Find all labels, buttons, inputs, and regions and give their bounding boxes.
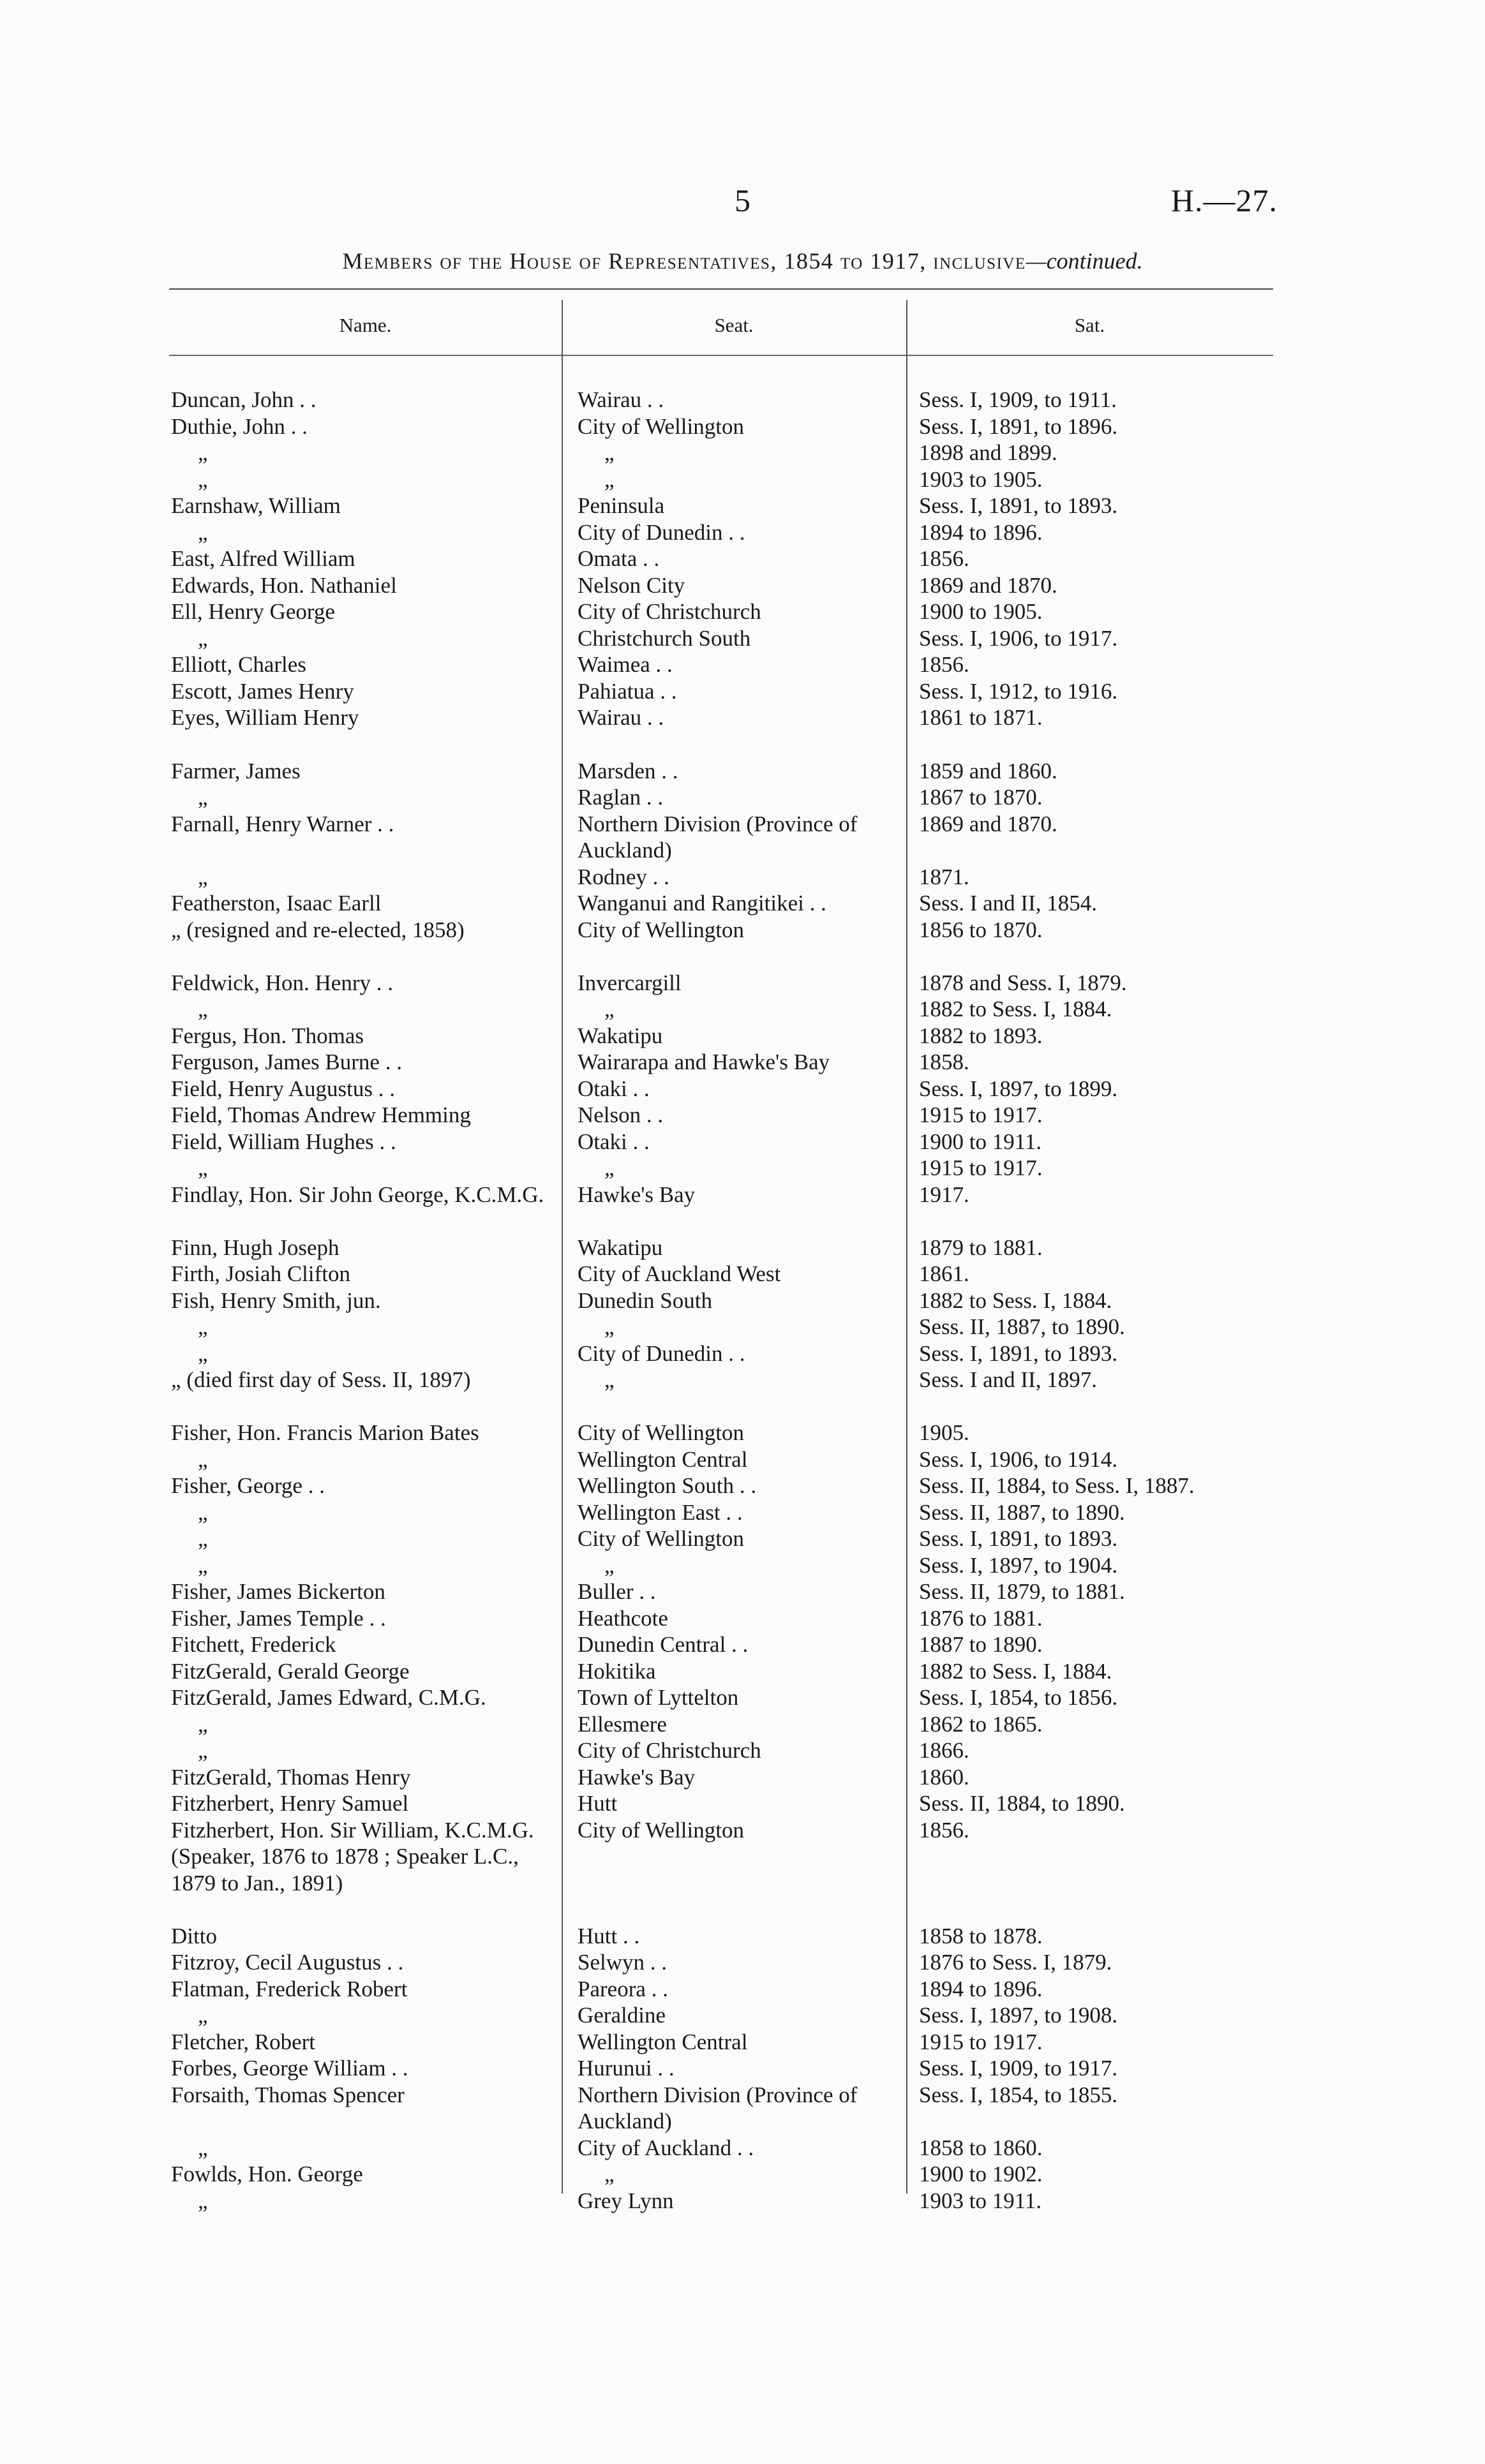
member-sat: 1915 to 1917. — [919, 1155, 1043, 1180]
table-row — [0, 519, 1485, 546]
page-title — [0, 248, 1485, 274]
member-name: Earnshaw, William — [171, 493, 341, 518]
table-row — [0, 1102, 1485, 1129]
member-sat: 1856. — [919, 546, 969, 571]
table-row — [0, 784, 1485, 811]
table-row — [0, 1261, 1485, 1288]
table-row — [0, 1949, 1485, 1976]
member-seat: City of Auckland . . — [578, 2135, 754, 2160]
member-name: „ — [198, 519, 208, 545]
members-table — [0, 387, 1485, 2214]
table-row — [0, 1737, 1485, 1764]
table-row — [0, 572, 1485, 599]
member-sat: 1905. — [919, 1420, 969, 1445]
table-row — [0, 598, 1485, 625]
member-seat: Christchurch South — [578, 625, 751, 651]
member-name: Fisher, George . . — [171, 1473, 325, 1498]
table-row — [0, 440, 1485, 466]
member-sat: Sess. I, 1912, to 1916. — [919, 678, 1118, 704]
member-name: „ — [198, 2188, 208, 2213]
member-sat: 1882 to Sess. I, 1884. — [919, 1288, 1112, 1313]
header-rule — [169, 355, 1273, 356]
table-row — [0, 811, 1485, 864]
table-row — [0, 1817, 1485, 1923]
table-row — [0, 864, 1485, 891]
member-name: Forsaith, Thomas Spencer — [171, 2082, 405, 2107]
table-row — [0, 1552, 1485, 1579]
table-row — [0, 1288, 1485, 1314]
member-name: FitzGerald, Thomas Henry — [171, 1764, 411, 1790]
member-name: „ — [198, 785, 208, 810]
member-sat: 1915 to 1917. — [919, 2029, 1043, 2054]
member-name: Fish, Henry Smith, jun. — [171, 1288, 381, 1313]
member-name: „ — [198, 1155, 208, 1180]
member-seat: Northern Division (Province of Auckland) — [578, 811, 858, 863]
member-name: Ditto — [171, 1923, 217, 1948]
column-header-sat: Sat. — [1074, 314, 1105, 336]
member-seat: Wakatipu — [578, 1235, 663, 1260]
member-seat: „ — [604, 1314, 615, 1339]
member-sat: Sess. I, 1891, to 1893. — [919, 493, 1118, 518]
member-seat: Hokitika — [578, 1658, 656, 1684]
member-seat: Nelson . . — [578, 1102, 664, 1127]
member-seat: Hutt . . — [578, 1923, 640, 1948]
member-sat: 1894 to 1896. — [919, 519, 1043, 545]
member-name: Fisher, James Bickerton — [171, 1579, 385, 1604]
member-seat: Heathcote — [578, 1605, 668, 1631]
member-name: Fitzherbert, Henry Samuel — [171, 1791, 409, 1816]
member-seat: Wellington East . . — [578, 1499, 743, 1525]
member-sat: 1858 to 1878. — [919, 1923, 1043, 1948]
table-row — [0, 1764, 1485, 1791]
table-row — [0, 1658, 1485, 1685]
table-row — [0, 2029, 1485, 2056]
member-name: „ (resigned and re-elected, 1858) — [171, 917, 465, 942]
member-sat: 1859 and 1860. — [919, 758, 1057, 783]
table-row — [0, 1631, 1485, 1658]
member-name: „ — [198, 864, 208, 889]
member-name: Fowlds, Hon. George — [171, 2162, 363, 2186]
table-row — [0, 2188, 1485, 2215]
member-name: Field, Henry Augustus . . — [171, 1076, 395, 1101]
table-row — [0, 917, 1485, 970]
member-seat: Hawke's Bay — [578, 1182, 696, 1207]
member-sat: 1856 to 1870. — [919, 917, 1043, 942]
member-sat: 1858. — [919, 1050, 969, 1074]
table-row — [0, 1367, 1485, 1420]
member-sat: 1871. — [919, 864, 969, 889]
member-name: „ (died first day of Sess. II, 1897) — [171, 1367, 471, 1392]
table-row — [0, 1314, 1485, 1340]
table-row — [0, 1235, 1485, 1261]
member-sat: Sess. I, 1891, to 1896. — [919, 413, 1118, 439]
member-sat: 1903 to 1905. — [919, 466, 1043, 492]
member-sat: 1860. — [919, 1764, 969, 1790]
member-seat: „ — [604, 997, 615, 1021]
table-row — [0, 1446, 1485, 1473]
member-name: Firth, Josiah Clifton — [171, 1261, 350, 1286]
member-name: Eyes, William Henry — [171, 705, 359, 730]
member-sat: 1869 and 1870. — [919, 572, 1057, 598]
member-seat: Hurunui . . — [578, 2056, 675, 2081]
member-seat: Rodney . . — [578, 864, 669, 889]
member-sat: Sess. I, 1891, to 1893. — [919, 1526, 1118, 1551]
member-sat: 1876 to 1881. — [919, 1605, 1043, 1631]
member-name: Feldwick, Hon. Henry . . — [171, 970, 394, 995]
table-row — [0, 2161, 1485, 2188]
column-header-name: Name. — [339, 314, 392, 336]
member-sat: 1900 to 1911. — [919, 1129, 1042, 1154]
member-name: Fisher, Hon. Francis Marion Bates — [171, 1420, 479, 1445]
table-row — [0, 996, 1485, 1023]
table-row — [0, 2002, 1485, 2029]
table-row — [0, 2082, 1485, 2135]
member-name: Farnall, Henry Warner . . — [171, 811, 394, 836]
member-seat: Raglan . . — [578, 785, 664, 810]
table-row — [0, 970, 1485, 997]
member-name: „ — [198, 2135, 208, 2160]
member-name: Farmer, James — [171, 758, 301, 783]
table-row — [0, 2055, 1485, 2082]
member-name: Elliott, Charles — [171, 652, 306, 677]
member-sat: 1915 to 1917. — [919, 1102, 1043, 1127]
table-row — [0, 387, 1485, 413]
member-name: Featherston, Isaac Earll — [171, 891, 382, 916]
table-row — [0, 1711, 1485, 1738]
table-row — [0, 1578, 1485, 1605]
member-name: „ — [198, 997, 208, 1021]
member-seat: „ — [604, 1552, 615, 1578]
page-number: 5 — [735, 182, 750, 218]
member-seat: Geraldine — [578, 2003, 666, 2028]
member-name: „ — [198, 440, 208, 465]
table-row — [0, 413, 1485, 440]
member-name: „ — [198, 1552, 208, 1578]
member-name: Flatman, Frederick Robert — [171, 1976, 408, 2001]
member-seat: Town of Lyttelton — [578, 1685, 739, 1710]
member-sat: Sess. II, 1887, to 1890. — [919, 1499, 1125, 1525]
member-name: Fitzroy, Cecil Augustus . . — [171, 1950, 404, 1975]
member-seat: „ — [604, 1367, 615, 1392]
member-sat: 1882 to Sess. I, 1884. — [919, 997, 1112, 1021]
table-row — [0, 625, 1485, 652]
member-seat: Peninsula — [578, 493, 665, 518]
member-sat: Sess. I, 1897, to 1908. — [919, 2003, 1118, 2028]
member-seat: City of Wellington — [578, 413, 744, 439]
member-seat: „ — [604, 1155, 615, 1180]
table-row — [0, 1605, 1485, 1632]
table-row — [0, 678, 1485, 705]
member-name: Field, William Hughes . . — [171, 1129, 396, 1154]
member-name: Finn, Hugh Joseph — [171, 1235, 340, 1260]
member-sat: Sess. I, 1897, to 1899. — [919, 1076, 1118, 1101]
member-seat: City of Christchurch — [578, 599, 761, 624]
member-name: Fitzherbert, Hon. Sir William, K.C.M.G. (Speaker, 1876 to 1878 ; Speaker L.C., 1879 to Jan., 1891) — [171, 1817, 534, 1896]
member-seat: Hutt — [578, 1791, 618, 1816]
table-row — [0, 1129, 1485, 1155]
member-seat: „ — [604, 440, 615, 465]
member-name: „ — [198, 1499, 208, 1525]
member-name: East, Alfred William — [171, 546, 355, 571]
title-text: Members of the House of Representatives, 1854 to 1917, inclusive — [342, 248, 1026, 274]
member-sat: Sess. I, 1906, to 1917. — [919, 625, 1118, 651]
member-sat: Sess. I and II, 1854. — [919, 891, 1097, 916]
member-name: Fisher, James Temple . . — [171, 1605, 386, 1631]
member-seat: Grey Lynn — [578, 2188, 674, 2213]
member-seat: City of Christchurch — [578, 1738, 761, 1763]
member-sat: 1882 to 1893. — [919, 1023, 1043, 1048]
table-row — [0, 1023, 1485, 1050]
table-row — [0, 2135, 1485, 2162]
member-sat: 1861. — [919, 1261, 969, 1286]
member-seat: Wairarapa and Hawke's Bay — [578, 1050, 830, 1074]
member-seat: Omata . . — [578, 546, 660, 571]
table-row — [0, 1049, 1485, 1076]
member-name: „ — [198, 625, 208, 651]
table-row — [0, 890, 1485, 917]
member-name: Duncan, John . . — [171, 387, 317, 412]
table-row — [0, 1684, 1485, 1711]
member-seat: Wellington Central — [578, 1446, 748, 1472]
member-name: Findlay, Hon. Sir John George, K.C.M.G. — [171, 1182, 544, 1207]
member-sat: 1894 to 1896. — [919, 1976, 1043, 2001]
member-sat: 1861 to 1871. — [919, 705, 1043, 730]
member-sat: 1858 to 1860. — [919, 2135, 1043, 2160]
member-seat: Pareora . . — [578, 1976, 668, 2001]
table-row — [0, 1076, 1485, 1102]
member-seat: Wairau . . — [578, 705, 664, 730]
member-name: Escott, James Henry — [171, 678, 354, 704]
member-seat: Ellesmere — [578, 1711, 667, 1737]
member-name: Field, Thomas Andrew Hemming — [171, 1102, 471, 1127]
member-seat: Hawke's Bay — [578, 1764, 696, 1790]
member-sat: 1882 to Sess. I, 1884. — [919, 1658, 1112, 1684]
table-row — [0, 466, 1485, 493]
member-seat: Northern Division (Province of Auckland) — [578, 2082, 858, 2134]
member-sat: 1887 to 1890. — [919, 1632, 1043, 1657]
member-sat: Sess. I, 1897, to 1904. — [919, 1552, 1118, 1578]
table-row — [0, 1340, 1485, 1367]
member-seat: Wellington Central — [578, 2029, 748, 2054]
member-name: Duthie, John . . — [171, 413, 308, 439]
member-seat: Wellington South . . — [578, 1473, 757, 1498]
member-seat: Otaki . . — [578, 1076, 650, 1101]
member-name: Fitchett, Frederick — [171, 1632, 336, 1657]
table-row — [0, 704, 1485, 731]
member-name: Edwards, Hon. Nathaniel — [171, 572, 397, 598]
table-row — [0, 1420, 1485, 1446]
table-row — [0, 1525, 1485, 1552]
member-sat: 1866. — [919, 1738, 969, 1763]
member-seat: City of Wellington — [578, 1817, 744, 1843]
member-seat: Wakatipu — [578, 1023, 663, 1048]
member-sat: Sess. I, 1854, to 1855. — [919, 2082, 1118, 2107]
top-rule — [169, 288, 1273, 290]
member-seat: City of Auckland West — [578, 1261, 781, 1286]
table-row — [0, 1790, 1485, 1817]
member-seat: Dunedin Central . . — [578, 1632, 749, 1657]
table-row — [0, 1155, 1485, 1182]
member-sat: Sess. II, 1887, to 1890. — [919, 1314, 1125, 1339]
member-sat: 1856. — [919, 1817, 969, 1843]
member-seat: Pahiatua . . — [578, 678, 677, 704]
member-sat: 1867 to 1870. — [919, 785, 1043, 810]
member-seat: „ — [604, 2162, 615, 2186]
member-seat: „ — [604, 466, 615, 492]
member-sat: Sess. I, 1906, to 1914. — [919, 1446, 1118, 1472]
member-sat: 1903 to 1911. — [919, 2188, 1042, 2213]
member-name: „ — [198, 1340, 208, 1366]
member-name: „ — [198, 1711, 208, 1737]
member-seat: Selwyn . . — [578, 1950, 667, 1975]
table-row — [0, 1923, 1485, 1950]
member-name: „ — [198, 1738, 208, 1763]
member-sat: 1917. — [919, 1182, 969, 1207]
member-sat: Sess. II, 1879, to 1881. — [919, 1579, 1125, 1604]
member-seat: City of Dunedin . . — [578, 519, 745, 545]
column-header-seat: Seat. — [714, 314, 754, 336]
member-sat: Sess. I, 1909, to 1917. — [919, 2056, 1118, 2081]
member-name: „ — [198, 1314, 208, 1339]
member-name: Ell, Henry George — [171, 599, 335, 624]
member-sat: 1869 and 1870. — [919, 811, 1057, 836]
member-name: Forbes, George William . . — [171, 2056, 408, 2081]
document-reference: H.—27. — [1170, 182, 1278, 218]
member-seat: Otaki . . — [578, 1129, 650, 1154]
member-seat: City of Wellington — [578, 917, 744, 942]
member-sat: 1900 to 1905. — [919, 599, 1043, 624]
member-name: „ — [198, 2003, 208, 2028]
table-row — [0, 651, 1485, 678]
table-row — [0, 1976, 1485, 2003]
member-sat: 1878 and Sess. I, 1879. — [919, 970, 1127, 995]
member-seat: Wanganui and Rangitikei . . — [578, 891, 826, 916]
member-seat: Nelson City — [578, 572, 685, 598]
table-row — [0, 1499, 1485, 1526]
table-row — [0, 545, 1485, 572]
member-sat: 1862 to 1865. — [919, 1711, 1043, 1737]
member-name: FitzGerald, Gerald George — [171, 1658, 410, 1684]
member-name: Fergus, Hon. Thomas — [171, 1023, 364, 1048]
table-row — [0, 493, 1485, 519]
member-seat: Buller . . — [578, 1579, 656, 1604]
member-seat: City of Wellington — [578, 1526, 744, 1551]
member-sat: Sess. I, 1909, to 1911. — [919, 387, 1117, 412]
member-name: Fletcher, Robert — [171, 2029, 316, 2054]
table-row — [0, 758, 1485, 785]
member-seat: City of Dunedin . . — [578, 1340, 745, 1366]
member-seat: Dunedin South — [578, 1288, 712, 1313]
member-sat: Sess. II, 1884, to 1890. — [919, 1791, 1125, 1816]
member-seat: Waimea . . — [578, 652, 673, 677]
table-row — [0, 1473, 1485, 1499]
member-sat: 1856. — [919, 652, 969, 677]
member-sat: Sess. I and II, 1897. — [919, 1367, 1097, 1392]
member-name: „ — [198, 466, 208, 492]
member-name: FitzGerald, James Edward, C.M.G. — [171, 1685, 486, 1710]
member-sat: Sess. II, 1884, to Sess. I, 1887. — [919, 1473, 1195, 1498]
member-sat: Sess. I, 1891, to 1893. — [919, 1340, 1118, 1366]
member-sat: 1898 and 1899. — [919, 440, 1057, 465]
table-row — [0, 1182, 1485, 1235]
continued-label: —continued. — [1026, 248, 1143, 274]
member-seat: Wairau . . — [578, 387, 664, 412]
member-sat: 1876 to Sess. I, 1879. — [919, 1950, 1112, 1975]
member-sat: 1879 to 1881. — [919, 1235, 1043, 1260]
member-sat: 1900 to 1902. — [919, 2162, 1043, 2186]
member-seat: City of Wellington — [578, 1420, 744, 1445]
member-sat: Sess. I, 1854, to 1856. — [919, 1685, 1118, 1710]
member-seat: Marsden . . — [578, 758, 678, 783]
member-name: Ferguson, James Burne . . — [171, 1050, 402, 1074]
member-name: „ — [198, 1446, 208, 1472]
member-name: „ — [198, 1526, 208, 1551]
member-seat: Invercargill — [578, 970, 682, 995]
